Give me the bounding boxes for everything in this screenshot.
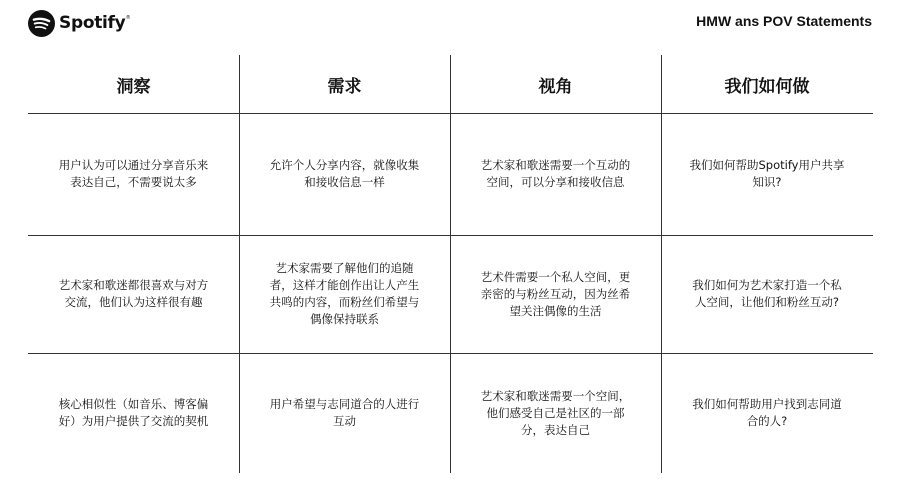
spotify-logo-icon — [28, 10, 55, 37]
table-cell: 核心相似性（如音乐、博客偏好）为用户提供了交流的契机 — [58, 397, 209, 428]
table-cell: 用户希望与志同道合的人进行互动 — [269, 397, 420, 428]
table-cell: 我们如何帮助Spotify用户共享知识? — [689, 158, 845, 189]
column-header-insight: 洞察 — [116, 76, 151, 97]
table-cell: 艺术家和歌迷需要一个空间，他们感受自己是社区的一部分，表达自己 — [480, 388, 631, 437]
hmw-pov-table — [28, 55, 873, 473]
table-cell: 我们如何帮助用户找到志同道合的人? — [692, 397, 842, 428]
table-cell: 允许个人分享内容，就像收集和接收信息一样 — [269, 158, 420, 189]
column-header-how-might-we: 我们如何做 — [724, 76, 810, 97]
table-cell: 艺术家和歌迷都很喜欢与对方交流，他们认为这样很有趣 — [58, 278, 209, 309]
spotify-wordmark: Spotify ® — [59, 13, 131, 33]
column-header-needs: 需求 — [327, 76, 362, 97]
table-cell: 艺术家需要了解他们的追随者，这样才能创作出让人产生共鸣的内容，而粉丝们希望与偶像保持联系 — [269, 261, 420, 326]
column-header-perspective: 视角 — [538, 76, 573, 97]
table-cell: 用户认为可以通过分享音乐来表达自己，不需要说太多 — [58, 158, 209, 189]
table-cell: 我们如何为艺术家打造一个私人空间，让他们和粉丝互动? — [692, 278, 842, 309]
page-title: HMW ans POV Statements — [696, 13, 872, 29]
table-cell: 艺术件需要一个私人空间，更亲密的与粉丝互动，因为丝希望关注偶像的生活 — [480, 269, 631, 318]
spotify-logo — [28, 9, 131, 37]
table-cell: 艺术家和歌迷需要一个互动的空间，可以分享和接收信息 — [480, 158, 631, 189]
